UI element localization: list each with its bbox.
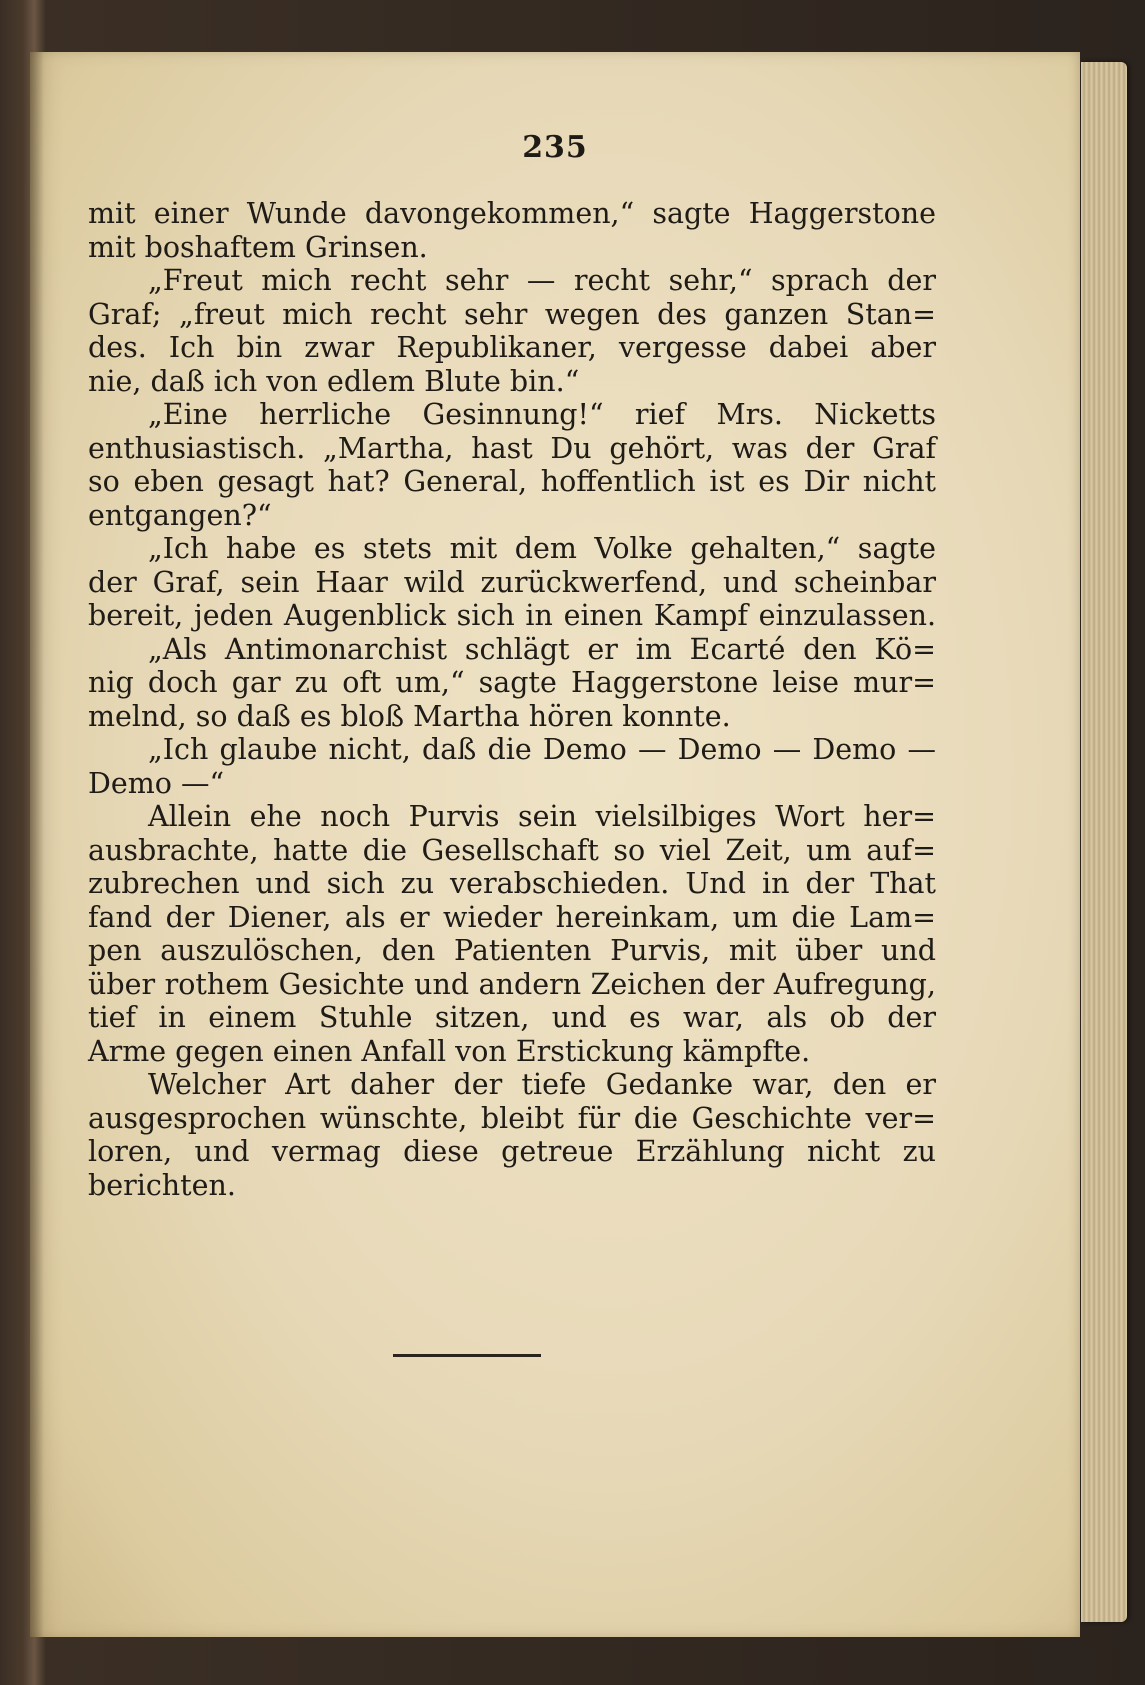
- book-page: [30, 52, 1080, 1637]
- text-line: nig doch gar zu oft um,“ sagte Haggerstone leise mur=: [88, 666, 936, 699]
- text-line: „Eine herrliche Gesinnung!“ rief Mrs. Nicketts: [148, 398, 936, 431]
- text-line: so eben gesagt hat? General, hoffentlich ist es Dir nicht: [88, 465, 936, 498]
- text-line: ausbrachte, hatte die Gesellschaft so viel Zeit, um auf=: [88, 833, 936, 867]
- text-line: „Freut mich recht sehr — recht sehr,“ sprach der: [148, 264, 936, 297]
- text-line: mit einer Wunde davongekommen,“ sagte Haggerstone: [88, 197, 936, 230]
- text-line: des. Ich bin zwar Republikaner, vergesse dabei aber: [88, 331, 936, 364]
- text-line: Allein ehe noch Purvis sein vielsilbiges Wort her=: [148, 800, 936, 833]
- text-line: pen auszulöschen, den Patienten Purvis, mit über und: [88, 934, 936, 967]
- text-line: bereit, jeden Augenblick sich in einen Kampf einzulassen.: [88, 599, 936, 632]
- text-line: über rothem Gesichte und andern Zeichen der Aufregung,: [88, 967, 936, 1001]
- text-line: Welcher Art daher der tiefe Gedanke war, den er: [148, 1068, 936, 1101]
- text-line: nie, daß ich von edlem Blute bin.“: [88, 364, 580, 398]
- page-number: 235: [522, 130, 588, 165]
- text-line: Graf; „freut mich recht sehr wegen des ganzen Stan=: [88, 297, 936, 331]
- text-line: berichten.: [88, 1168, 236, 1202]
- text-line: tief in einem Stuhle sitzen, und es war, als ob der: [88, 1001, 936, 1034]
- page-edges: [1081, 62, 1127, 1622]
- page-text: [88, 197, 936, 1202]
- text-line: loren, und vermag diese getreue Erzählung nicht zu: [88, 1135, 936, 1168]
- text-line: „Ich glaube nicht, daß die Demo — Demo — Demo —: [148, 733, 936, 766]
- text-line: mit boshaftem Grinsen.: [88, 230, 428, 264]
- text-line: enthusiastisch. „Martha, hast Du gehört, was der Graf: [88, 431, 936, 465]
- text-line: der Graf, sein Haar wild zurückwerfend, und scheinbar: [88, 565, 936, 599]
- text-line: „Als Antimonarchist schlägt er im Ecarté den Kö=: [148, 632, 936, 666]
- text-line: Arme gegen einen Anfall von Erstickung kämpfte.: [88, 1034, 811, 1068]
- spine-shadow: [30, 52, 44, 1637]
- text-line: fand der Diener, als er wieder hereinkam, um die Lam=: [88, 900, 936, 934]
- text-line: „Ich habe es stets mit dem Volke gehalten,“ sagte: [148, 532, 936, 565]
- text-line: ausgesprochen wünschte, bleibt für die Geschichte ver=: [88, 1101, 936, 1135]
- section-separator-rule: [393, 1354, 541, 1357]
- text-line: entgangen?“: [88, 498, 272, 532]
- text-line: Demo —“: [88, 766, 225, 800]
- text-line: zubrechen und sich zu verabschieden. Und in der That: [88, 867, 936, 900]
- text-line: melnd, so daß es bloß Martha hören konnte.: [88, 699, 731, 733]
